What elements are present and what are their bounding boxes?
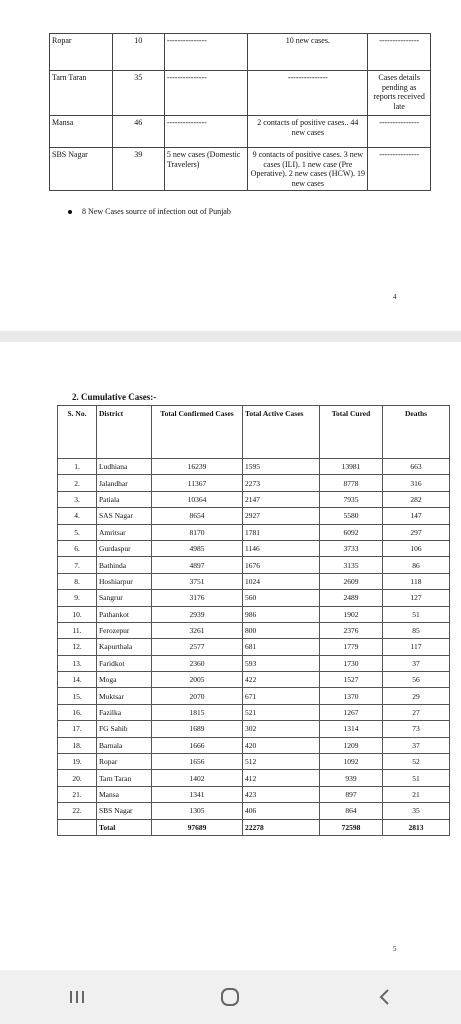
cell-sno: 19.	[58, 754, 97, 770]
cell-sno: 20.	[58, 770, 97, 786]
cell-cured: 6092	[320, 524, 383, 540]
cell-deaths: 51	[383, 770, 450, 786]
cell-confirmed: 3176	[152, 590, 243, 606]
cell-active: 302	[243, 721, 320, 737]
cell-cured: 3733	[320, 540, 383, 556]
cell-active: 986	[243, 606, 320, 622]
cell-confirmed: 1305	[152, 803, 243, 819]
table-header-row	[58, 406, 450, 459]
table-row	[58, 524, 450, 540]
cell-deaths: 51	[383, 606, 450, 622]
table-row	[58, 540, 450, 556]
table-row	[58, 803, 450, 819]
cell-cured: 939	[320, 770, 383, 786]
cell-deaths: 127	[383, 590, 450, 606]
table-row	[58, 688, 450, 704]
cell-deaths: 297	[383, 524, 450, 540]
cell-cured: 1314	[320, 721, 383, 737]
cell-cured: 864	[320, 803, 383, 819]
cell-sno: 3.	[58, 491, 97, 507]
recents-icon	[68, 989, 86, 1005]
cell-confirmed: 2360	[152, 655, 243, 671]
cell-confirmed: 1689	[152, 721, 243, 737]
cell-cured: 2489	[320, 590, 383, 606]
cell-details: 2 contacts of positive cases.. 44 new cases	[248, 116, 368, 148]
cell-district: Barnala	[97, 737, 152, 753]
table-row	[58, 573, 450, 589]
cell-sno: 13.	[58, 655, 97, 671]
cell-confirmed: 1666	[152, 737, 243, 753]
cell-active: 560	[243, 590, 320, 606]
navigation-bar	[0, 970, 461, 1024]
cell-active: 593	[243, 655, 320, 671]
table-row	[58, 704, 450, 720]
cell-district: Ferozepur	[97, 622, 152, 638]
cell-active: 521	[243, 704, 320, 720]
table-row	[58, 622, 450, 638]
cell-deaths: 52	[383, 754, 450, 770]
table-row	[58, 491, 450, 507]
cell-deaths: 663	[383, 459, 450, 475]
cell-active: 512	[243, 754, 320, 770]
total-active: 22278	[243, 819, 320, 835]
document-page-4	[0, 0, 461, 331]
cell-district: SAS Nagar	[97, 508, 152, 524]
table-row	[58, 639, 450, 655]
header-deaths: Deaths	[383, 406, 450, 459]
cell-district: FG Sahib	[97, 721, 152, 737]
header-confirmed: Total Confirmed Cases	[152, 406, 243, 459]
header-sno: S. No.	[58, 406, 97, 459]
cell-deaths: 56	[383, 672, 450, 688]
table-row	[50, 71, 431, 116]
cell-sno: 11.	[58, 622, 97, 638]
cell-sno: 10.	[58, 606, 97, 622]
cell-cured: 1092	[320, 754, 383, 770]
cell-cured: 8778	[320, 475, 383, 491]
cell-district: Sangrur	[97, 590, 152, 606]
cell-confirmed: 16239	[152, 459, 243, 475]
cell-deaths: 37	[383, 737, 450, 753]
cell-count: 46	[112, 116, 164, 148]
cell-sno: 6.	[58, 540, 97, 556]
table-row	[50, 34, 431, 71]
cell-active: 1676	[243, 557, 320, 573]
cell-active: 1146	[243, 540, 320, 556]
cell-confirmed: 3751	[152, 573, 243, 589]
cell-deaths: 147	[383, 508, 450, 524]
cell-district: Jalandhar	[97, 475, 152, 491]
cell-cured: 2376	[320, 622, 383, 638]
cell-district: Patiala	[97, 491, 152, 507]
cell-district: Ropar	[50, 34, 113, 71]
cell-deaths: 73	[383, 721, 450, 737]
cell-confirmed: 2005	[152, 672, 243, 688]
cell-cured: 1730	[320, 655, 383, 671]
total-label: Total	[97, 819, 152, 835]
cell-count: 10	[112, 34, 164, 71]
bullet-note-text: 8 New Cases source of infection out of Punjab	[82, 207, 231, 216]
cell-sno: 9.	[58, 590, 97, 606]
home-icon	[219, 986, 241, 1008]
header-district: District	[97, 406, 152, 459]
cell-confirmed: 8170	[152, 524, 243, 540]
cell-cured: 5580	[320, 508, 383, 524]
table-row	[58, 557, 450, 573]
bullet-note	[68, 207, 231, 216]
total-cured: 72598	[320, 819, 383, 835]
district-details-table	[49, 33, 431, 191]
cell-source: 5 new cases (Domestic Travelers)	[164, 148, 248, 191]
cell-confirmed: 4985	[152, 540, 243, 556]
cell-sno: 12.	[58, 639, 97, 655]
cell-district: SBS Nagar	[97, 803, 152, 819]
cell-confirmed: 11367	[152, 475, 243, 491]
cell-active: 800	[243, 622, 320, 638]
cell-deaths: 117	[383, 639, 450, 655]
cell-active: 2273	[243, 475, 320, 491]
cell-district: Amritsar	[97, 524, 152, 540]
cell-cured: 1779	[320, 639, 383, 655]
cell-details: 9 contacts of positive cases. 3 new cases (ILI). 1 new case (Pre Operative). 2 new cases (HCW). 19 new cases	[248, 148, 368, 191]
cell-sno	[58, 819, 97, 835]
cell-sno: 17.	[58, 721, 97, 737]
cell-remarks: ---------------	[368, 34, 431, 71]
total-row	[58, 819, 450, 835]
cell-active: 1781	[243, 524, 320, 540]
cell-deaths: 316	[383, 475, 450, 491]
cell-sno: 21.	[58, 786, 97, 802]
cell-active: 1024	[243, 573, 320, 589]
cell-source: ---------------	[164, 34, 248, 71]
cell-source: ---------------	[164, 71, 248, 116]
cell-deaths: 35	[383, 803, 450, 819]
cell-cured: 1527	[320, 672, 383, 688]
table-row	[58, 606, 450, 622]
table-row	[58, 754, 450, 770]
cell-sno: 18.	[58, 737, 97, 753]
table-row	[58, 786, 450, 802]
cell-district: Faridkot	[97, 655, 152, 671]
cell-confirmed: 1815	[152, 704, 243, 720]
table-row	[58, 770, 450, 786]
cell-sno: 15.	[58, 688, 97, 704]
cell-district: Tarn Taran	[97, 770, 152, 786]
header-active: Total Active Cases	[243, 406, 320, 459]
cell-cured: 897	[320, 786, 383, 802]
cell-district: Pathankot	[97, 606, 152, 622]
cell-district: Ropar	[97, 754, 152, 770]
cell-deaths: 21	[383, 786, 450, 802]
cell-confirmed: 8654	[152, 508, 243, 524]
cell-confirmed: 3261	[152, 622, 243, 638]
table-row	[58, 672, 450, 688]
recents-button[interactable]	[47, 977, 107, 1017]
document-page-5	[0, 342, 461, 970]
cell-deaths: 85	[383, 622, 450, 638]
table-row	[58, 721, 450, 737]
cell-active: 422	[243, 672, 320, 688]
cell-deaths: 37	[383, 655, 450, 671]
cell-confirmed: 1402	[152, 770, 243, 786]
cell-sno: 16.	[58, 704, 97, 720]
page-number: 5	[393, 945, 397, 953]
cell-active: 2927	[243, 508, 320, 524]
cell-cured: 3135	[320, 557, 383, 573]
table-row	[58, 475, 450, 491]
table-row	[58, 459, 450, 475]
cell-sno: 4.	[58, 508, 97, 524]
cell-deaths: 118	[383, 573, 450, 589]
table-row	[58, 590, 450, 606]
cell-confirmed: 10364	[152, 491, 243, 507]
cell-cured: 13981	[320, 459, 383, 475]
total-confirmed: 97689	[152, 819, 243, 835]
cell-district: Hoshiarpur	[97, 573, 152, 589]
table-row	[50, 148, 431, 191]
cell-district: Mansa	[97, 786, 152, 802]
cell-district: Kapurthala	[97, 639, 152, 655]
cell-active: 420	[243, 737, 320, 753]
cell-sno: 8.	[58, 573, 97, 589]
cell-cured: 1209	[320, 737, 383, 753]
bullet-icon	[68, 210, 72, 214]
cell-source: ---------------	[164, 116, 248, 148]
table-row	[58, 737, 450, 753]
total-deaths: 2813	[383, 819, 450, 835]
cell-sno: 14.	[58, 672, 97, 688]
home-button[interactable]	[200, 977, 260, 1017]
cell-active: 671	[243, 688, 320, 704]
cell-sno: 2.	[58, 475, 97, 491]
back-icon	[377, 987, 391, 1007]
cell-cured: 1902	[320, 606, 383, 622]
cell-active: 406	[243, 803, 320, 819]
table-row	[58, 508, 450, 524]
cumulative-cases-table	[57, 405, 450, 836]
cell-district: Fazilka	[97, 704, 152, 720]
cell-confirmed: 2577	[152, 639, 243, 655]
cell-remarks: ---------------	[368, 116, 431, 148]
cell-district: Gurdaspur	[97, 540, 152, 556]
cell-cured: 7935	[320, 491, 383, 507]
cell-active: 412	[243, 770, 320, 786]
cell-sno: 22.	[58, 803, 97, 819]
cell-deaths: 106	[383, 540, 450, 556]
cell-cured: 1370	[320, 688, 383, 704]
cell-confirmed: 1656	[152, 754, 243, 770]
cell-remarks: ---------------	[368, 148, 431, 191]
cell-deaths: 27	[383, 704, 450, 720]
cell-details: 10 new cases.	[248, 34, 368, 71]
cell-sno: 1.	[58, 459, 97, 475]
table-row	[58, 655, 450, 671]
cell-active: 681	[243, 639, 320, 655]
cell-confirmed: 1341	[152, 786, 243, 802]
cell-deaths: 282	[383, 491, 450, 507]
cell-remarks: Cases details pending as reports received late	[368, 71, 431, 116]
cell-count: 35	[112, 71, 164, 116]
header-cured: Total Cured	[320, 406, 383, 459]
cell-active: 1595	[243, 459, 320, 475]
cell-sno: 7.	[58, 557, 97, 573]
cell-count: 39	[112, 148, 164, 191]
cell-deaths: 29	[383, 688, 450, 704]
cell-confirmed: 2939	[152, 606, 243, 622]
cell-sno: 5.	[58, 524, 97, 540]
cell-district: Moga	[97, 672, 152, 688]
cell-district: Mansa	[50, 116, 113, 148]
cell-cured: 2609	[320, 573, 383, 589]
cell-details: ---------------	[248, 71, 368, 116]
cell-cured: 1267	[320, 704, 383, 720]
cell-district: Tarn Taran	[50, 71, 113, 116]
cell-district: SBS Nagar	[50, 148, 113, 191]
cell-active: 423	[243, 786, 320, 802]
cell-district: Ludhiana	[97, 459, 152, 475]
section-title: 2. Cumulative Cases:-	[72, 392, 157, 402]
cell-confirmed: 2070	[152, 688, 243, 704]
table-row	[50, 116, 431, 148]
cell-deaths: 86	[383, 557, 450, 573]
cell-active: 2147	[243, 491, 320, 507]
cell-district: Bathinda	[97, 557, 152, 573]
back-button[interactable]	[354, 977, 414, 1017]
cell-confirmed: 4897	[152, 557, 243, 573]
cell-district: Muktsar	[97, 688, 152, 704]
page-number: 4	[393, 293, 397, 301]
